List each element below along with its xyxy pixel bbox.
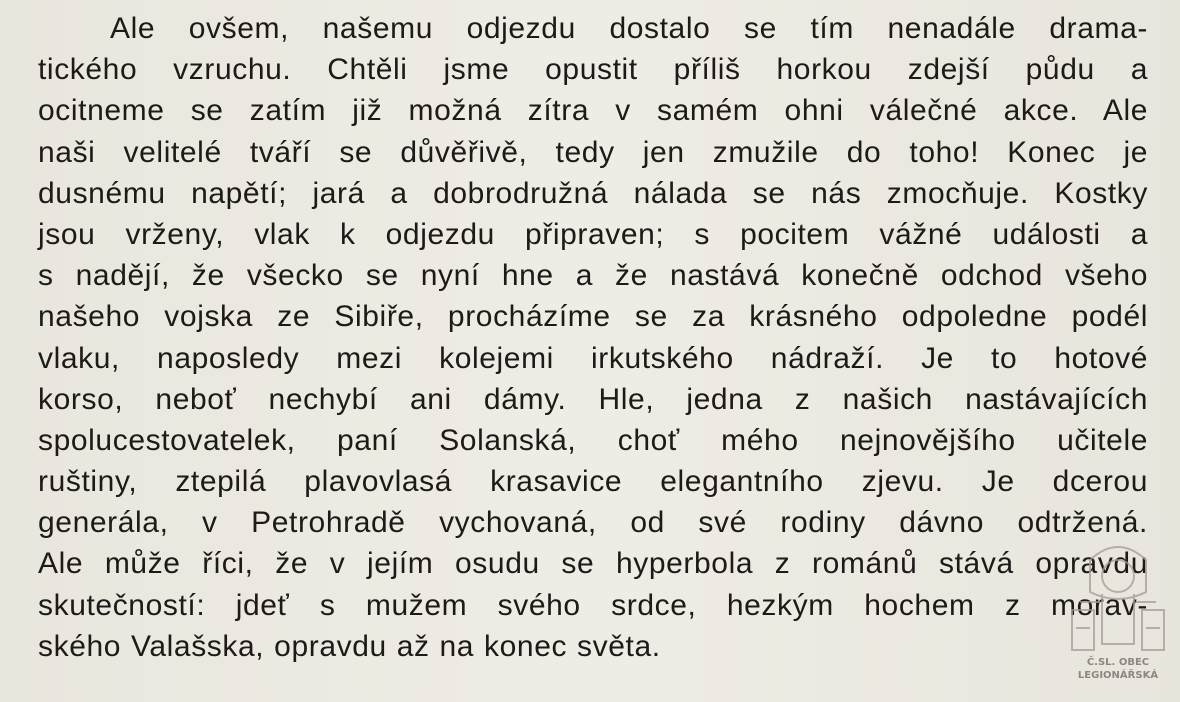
stamp-line-1: Č.SL. OBEC — [1086, 657, 1150, 668]
text-line-6: jsou vrženy, vlak k odjezdu připraven; s pocitem vážné události a — [38, 217, 1148, 251]
text-line-8: našeho vojska ze Sibiře, procházíme se za krásného odpoledne podél — [38, 300, 1148, 334]
text-line-1: Ale ovšem, našemu odjezdu dostalo se tím nenadále drama- — [110, 12, 1148, 45]
body-text — [38, 8, 1148, 667]
text-line-15: skutečností: jdeť s mužem svého srdce, hezkým hochem z morav- — [38, 588, 1148, 622]
text-line-10: korso, neboť nechybí ani dámy. Hle, jedna z našich nastávajících — [38, 382, 1148, 416]
text-line-3: ocitneme se zatím již možná zítra v samém ohni válečné akce. Ale — [38, 94, 1148, 128]
stamp-line-2: LEGIONÁŘSKÁ — [1077, 670, 1159, 681]
stamp-label — [1068, 656, 1168, 682]
text-line-9: vlaku, naposledy mezi kolejemi irkutského nádraží. Je to hotové — [38, 341, 1148, 375]
text-line-4: naši velitelé tváří se důvěřivě, tedy jen zmužile do toho! Konec je — [38, 135, 1148, 169]
text-line-7: s nadějí, že všecko se nyní hne a že nastává konečně odchod všeho — [38, 259, 1148, 293]
text-line-14: Ale může říci, že v jejím osudu se hyperbola z románů stává opravdu — [38, 547, 1148, 581]
text-line-16: ského Valašska, opravdu až na konec světa. — [38, 629, 661, 663]
text-line-11: spolucestovatelek, paní Solanská, choť mého nejnovějšího učitele — [38, 423, 1148, 457]
text-line-2: tického vzruchu. Chtěli jsme opustit příliš horkou zdejší půdu a — [38, 53, 1148, 87]
text-line-12: ruštiny, ztepilá plavovlasá krasavice elegantního zjevu. Je dcerou — [38, 465, 1148, 499]
text-line-5: dusnému napětí; jará a dobrodružná nálada se nás zmocňuje. Kostky — [38, 176, 1148, 210]
text-line-13: generála, v Petrohradě vychovaná, od své rodiny dávno odtržená. — [38, 506, 1148, 540]
